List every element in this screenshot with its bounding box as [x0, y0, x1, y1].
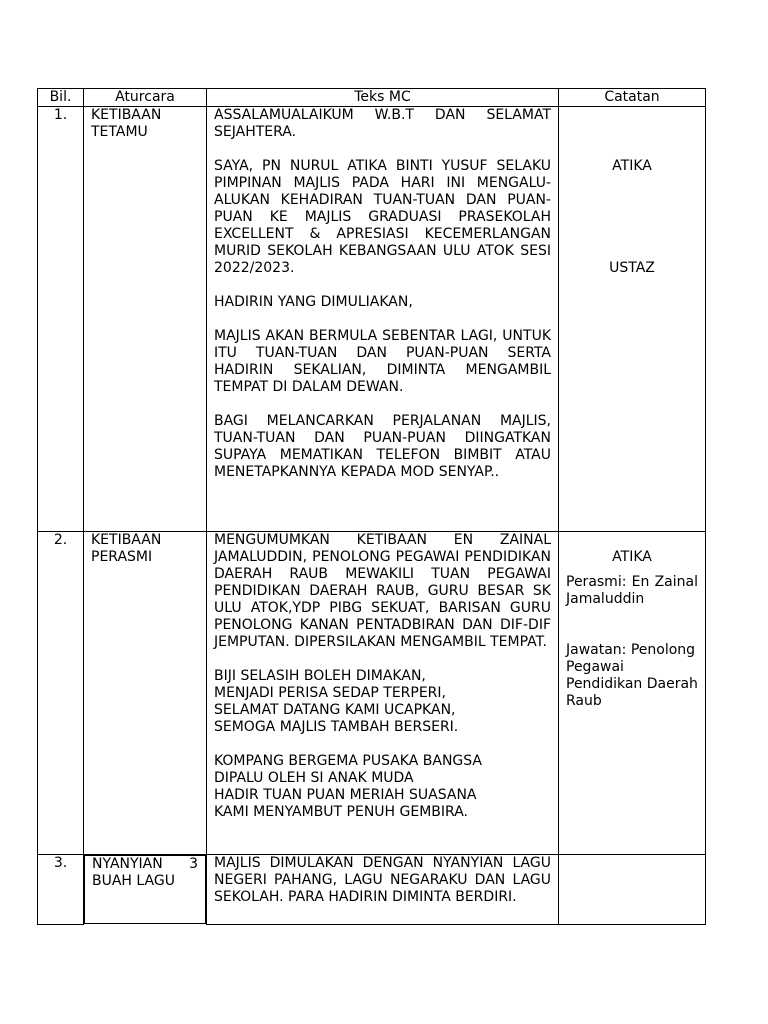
row-teks-mc [207, 855, 559, 925]
mc-paragraph: ASSALAMUALAIKUM W.B.T DAN SELAMAT SEJAHTERA. [214, 107, 551, 140]
table-row [38, 107, 706, 532]
header-aturcara: Aturcara [84, 89, 207, 107]
pantun-line: SELAMAT DATANG KAMI UCAPKAN, [214, 702, 456, 718]
pantun-line: KOMPANG BERGEMA PUSAKA BANGSA [214, 753, 482, 769]
catatan-note: Perasmi: En Zainal Jamaluddin [566, 574, 698, 607]
mc-paragraph: MAJLIS DIMULAKAN DENGAN NYANYIAN LAGU NEGERI PAHANG, LAGU NEGARAKU DAN LAGU SEKOLAH. PARA HADIRIN DIMINTA BERDIRI. [214, 855, 551, 905]
row-aturcara: KETIBAAN TETAMU [84, 107, 207, 532]
header-bil: Bil. [38, 89, 84, 107]
pantun-line: KAMI MENYAMBUT PENUH GEMBIRA. [214, 804, 468, 820]
mc-paragraph: HADIRIN YANG DIMULIAKAN, [214, 294, 413, 310]
table-header-row [38, 89, 706, 107]
row-catatan [559, 855, 706, 925]
pantun-line: BIJI SELASIH BOLEH DIMAKAN, [214, 668, 426, 684]
catatan-note: ATIKA [612, 158, 652, 174]
mc-paragraph: BAGI MELANCARKAN PERJALANAN MAJLIS, TUAN-TUAN DAN PUAN-PUAN DIINGATKAN SUPAYA MEMATIKAN TELEFON BIMBIT ATAU MENETAPKANNYA KEPADA MOD SENYAP.. [214, 413, 551, 480]
header-teks-mc: Teks MC [207, 89, 559, 107]
row-number: 1. [38, 107, 84, 532]
pantun-line: HADIR TUAN PUAN MERIAH SUASANA [214, 787, 477, 803]
row-number: 3. [38, 855, 84, 925]
table-row [38, 855, 706, 925]
mc-paragraph: SAYA, PN NURUL ATIKA BINTI YUSUF SELAKU PIMPINAN MAJLIS PADA HARI INI MENGALU-ALUKAN KEHADIRAN TUAN-TUAN DAN PUAN-PUAN KE MAJLIS GRADUASI PRASEKOLAH EXCELLENT & APRESIASI KECEMERLANGAN MURID SEKOLAH KEBANGSAAN ULU ATOK SESI 2022/2023. [214, 158, 551, 276]
mc-paragraph: MAJLIS AKAN BERMULA SEBENTAR LAGI, UNTUK ITU TUAN-TUAN DAN PUAN-PUAN SERTA HADIRIN SEKALIAN, DIMINTA MENGAMBIL TEMPAT DI DALAM DEWAN. [214, 328, 551, 395]
row-aturcara: NYANYIAN 3 BUAH LAGU [84, 855, 206, 924]
table-row [38, 532, 706, 855]
row-catatan [559, 532, 706, 855]
pantun-line: MENJADI PERISA SEDAP TERPERI, [214, 685, 446, 701]
row-aturcara: KETIBAAN PERASMI [84, 532, 207, 855]
pantun-stanza [214, 753, 551, 821]
catatan-note: USTAZ [609, 260, 655, 276]
row-number: 2. [38, 532, 84, 855]
agenda-table [37, 88, 706, 925]
row-teks-mc [207, 532, 559, 855]
mc-paragraph: MENGUMUMKAN KETIBAAN EN ZAINAL JAMALUDDIN, PENOLONG PEGAWAI PENDIDIKAN DAERAH RAUB MEWAKILI TUAN PEGAWAI PENDIDIKAN DAERAH RAUB, GURU BESAR SK ULU ATOK,YDP PIBG SEKUAT, BARISAN GURU PENOLONG KANAN PENTADBIRAN DAN DIF-DIF JEMPUTAN. DIPERSILAKAN MENGAMBIL TEMPAT. [214, 532, 551, 650]
row-teks-mc [207, 107, 559, 532]
pantun-stanza [214, 668, 551, 736]
catatan-note: ATIKA [612, 549, 652, 565]
pantun-line: DIPALU OLEH SI ANAK MUDA [214, 770, 414, 786]
header-catatan: Catatan [559, 89, 706, 107]
row-catatan [559, 107, 706, 532]
catatan-note: Jawatan: Penolong Pegawai Pendidikan Daerah Raub [566, 642, 698, 709]
pantun-line: SEMOGA MAJLIS TAMBAH BERSERI. [214, 719, 459, 735]
